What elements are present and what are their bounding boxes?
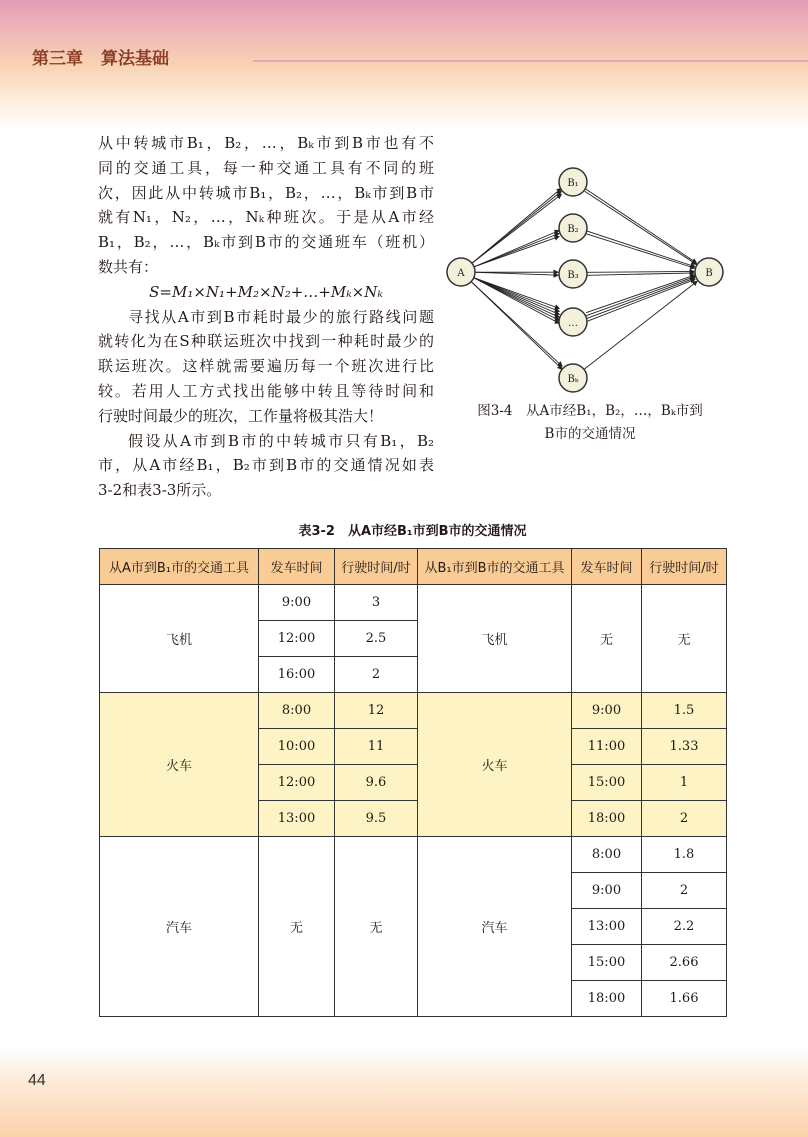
chapter-number: 第三章 — [32, 49, 83, 69]
duration-cell: 9.5 — [335, 801, 418, 837]
time-cell: 无 — [572, 585, 642, 693]
duration-cell: 1.33 — [642, 729, 727, 765]
text-line: 寻找从A市到B市耗时最少的旅行路线问题 — [128, 307, 434, 326]
figure-caption-line: 图3-4 从A市经B₁，B₂，…，Bₖ市到 — [477, 403, 703, 419]
time-cell: 13:00 — [572, 909, 642, 945]
time-cell: 11:00 — [572, 729, 642, 765]
table-row — [100, 837, 727, 873]
column-header: 从B₁市到B市的交通工具 — [418, 549, 572, 585]
route-arrow — [474, 278, 560, 324]
route-arrow — [475, 272, 558, 275]
duration-cell: 无 — [335, 837, 418, 1017]
mode-cell: 飞机 — [418, 585, 572, 693]
text-line: 数共有： — [98, 257, 159, 276]
column-header: 发车时间 — [259, 549, 335, 585]
text-line: 就转化为在S种联运班次中找到一种耗时最少的 — [98, 332, 434, 351]
column-header: 从A市到B₁市的交通工具 — [100, 549, 259, 585]
body-text — [98, 131, 434, 503]
time-cell: 无 — [259, 837, 335, 1017]
node-b2 — [559, 214, 587, 242]
table-row — [100, 585, 727, 621]
transport-table — [99, 548, 727, 1017]
page-footer-banner — [0, 1047, 808, 1137]
route-arrow — [587, 273, 694, 275]
duration-cell: 2 — [642, 801, 727, 837]
time-cell: 13:00 — [259, 801, 335, 837]
node-a — [447, 258, 475, 286]
time-cell: 9:00 — [572, 873, 642, 909]
duration-cell: 2.5 — [335, 621, 418, 657]
time-cell: 15:00 — [572, 945, 642, 981]
time-cell: 18:00 — [572, 981, 642, 1017]
route-arrow — [585, 188, 697, 263]
duration-cell: 1.5 — [642, 693, 727, 729]
route-arrow — [586, 279, 695, 321]
chapter-title — [32, 44, 187, 69]
duration-cell: 1.8 — [642, 837, 727, 873]
table-caption: 表3-2 从A市经B₁市到B市的交通情况 — [298, 524, 527, 539]
mode-cell: 汽车 — [100, 837, 259, 1017]
time-cell: 9:00 — [259, 585, 335, 621]
duration-cell: 2.66 — [642, 945, 727, 981]
svg-text:A: A — [457, 268, 465, 279]
route-arrow — [587, 271, 694, 272]
svg-text:B₁: B₁ — [567, 178, 579, 189]
time-cell: 18:00 — [572, 801, 642, 837]
time-cell: 8:00 — [259, 693, 335, 729]
route-arrow — [472, 194, 561, 263]
text-line: 联运班次。这样就需要遍历每一个班次进行比 — [98, 357, 434, 376]
duration-cell: 11 — [335, 729, 418, 765]
table-row — [100, 693, 727, 729]
mode-cell: 火车 — [100, 693, 259, 837]
text-line: 行驶时间最少的班次，工作量将极其浩大！ — [98, 406, 384, 425]
time-cell: 12:00 — [259, 621, 335, 657]
column-header: 行驶时间/时 — [335, 549, 418, 585]
duration-cell: 无 — [642, 585, 727, 693]
chapter-name: 算法基础 — [101, 49, 169, 69]
time-cell: 8:00 — [572, 837, 642, 873]
duration-cell: 1 — [642, 765, 727, 801]
svg-text:B₃: B₃ — [567, 270, 579, 281]
node-b1 — [559, 168, 587, 196]
route-arrow — [586, 278, 695, 319]
text-line: 假设从A市到B市的中转城市只有B₁，B₂ — [128, 431, 434, 450]
page-header-banner — [0, 0, 808, 130]
mode-cell: 飞机 — [100, 585, 259, 693]
svg-text:B₂: B₂ — [567, 224, 579, 235]
text-line: 较。若用人工方式找出能够中转且等待时间和 — [98, 381, 434, 400]
text-line: 市，从A市经B₁，B₂市到B市的交通情况如表 — [98, 456, 434, 475]
time-cell: 15:00 — [572, 765, 642, 801]
time-cell: 16:00 — [259, 657, 335, 693]
duration-cell: 2 — [642, 873, 727, 909]
node-bk — [559, 364, 587, 392]
time-cell: 9:00 — [572, 693, 642, 729]
page-number: 44 — [28, 1072, 46, 1089]
text-line: 3-2和表3-3所示。 — [98, 481, 222, 500]
duration-cell: 1.66 — [642, 981, 727, 1017]
figure-caption-line: B市的交通情况 — [544, 426, 636, 442]
mode-cell: 汽车 — [418, 837, 572, 1017]
mode-cell: 火车 — [418, 693, 572, 837]
text-line: 从中转城市B₁，B₂，…，Bₖ市到B市也有不 — [98, 134, 434, 152]
table-header-row — [100, 549, 727, 585]
column-header: 发车时间 — [572, 549, 642, 585]
svg-text:B: B — [705, 268, 713, 279]
route-arrow — [585, 191, 697, 264]
time-cell: 12:00 — [259, 765, 335, 801]
header-decor-line — [253, 60, 808, 62]
svg-text:…: … — [568, 318, 578, 329]
route-arrow — [584, 281, 697, 369]
node-b3 — [559, 260, 587, 288]
route-arrow — [586, 275, 695, 313]
text-line: B₁，B₂，…，Bₖ市到B市的交通班车（班机） — [98, 233, 434, 252]
duration-cell: 2 — [335, 657, 418, 693]
node-b — [695, 258, 723, 286]
duration-cell: 2.2 — [642, 909, 727, 945]
figure-caption — [445, 400, 735, 446]
text-line: 次，因此从中转城市B₁，B₂，…，Bₖ市到B市 — [98, 183, 434, 202]
text-line: 就有N₁，N₂，…，Nₖ种班次。于是从A市经 — [98, 208, 434, 227]
text-line: 同的交通工具，每一种交通工具有不同的班 — [98, 158, 434, 177]
duration-cell: 12 — [335, 693, 418, 729]
time-cell: 10:00 — [259, 729, 335, 765]
svg-text:Bₖ: Bₖ — [567, 374, 579, 385]
column-header: 行驶时间/时 — [642, 549, 727, 585]
duration-cell: 9.6 — [335, 765, 418, 801]
node-dots — [559, 308, 587, 336]
duration-cell: 3 — [335, 585, 418, 621]
route-arrow — [586, 231, 694, 267]
formula: S=M₁×N₁+M₂×N₂+…+Mₖ×Nₖ — [149, 282, 383, 301]
route-diagram — [440, 150, 740, 400]
